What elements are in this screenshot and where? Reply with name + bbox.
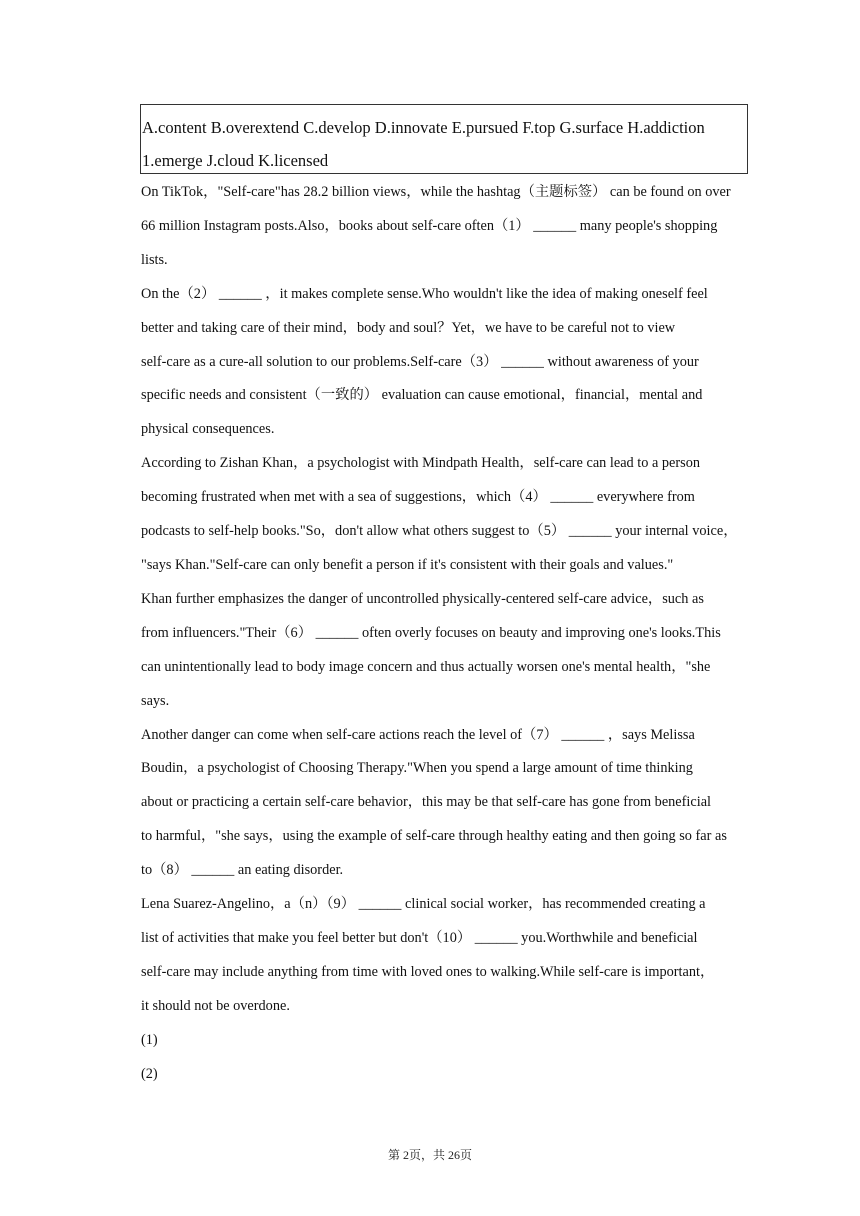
answer-item-2: (2) (141, 1065, 158, 1082)
text-line: According to Zishan Khan，a psychologist with Mindpath Health，self-care can lead to a person (141, 455, 701, 472)
text-line: from influencers."Their（6） ______ often overly focuses on beauty and improving one's looks.This (141, 624, 721, 641)
paragraph-2 (141, 278, 751, 448)
text-line: Boudin，a psychologist of Choosing Therapy."When you spend a large amount of time thinking (141, 760, 693, 777)
paragraph-3 (141, 447, 751, 583)
text-line: self-care may include anything from time with loved ones to walking.While self-care is important， (141, 963, 715, 980)
paragraph-1 (141, 176, 751, 278)
word-bank-box (140, 104, 748, 174)
paragraph-5 (141, 719, 751, 889)
text-line: On TikTok，"Self-care"has 28.2 billion views，while the hashtag（主题标签） can be found on over (141, 184, 731, 200)
text-line: 66 million Instagram posts.Also，books about self-care often（1） ______ many people's shopping (141, 217, 718, 234)
text-line: list of activities that make you feel better but don't（10） ______ you.Worthwhile and beneficial (141, 929, 698, 946)
word-bank-line-1: A.content B.overextend C.develop D.innovate E.pursued F.top G.surface H.addiction (142, 118, 705, 137)
passage (141, 176, 751, 1091)
text-line: self-care as a cure-all solution to our problems.Self-care（3） ______ without awareness of your (141, 353, 699, 370)
text-line: specific needs and consistent（一致的） evaluation can cause emotional，financial，mental and (141, 387, 703, 404)
paragraph-6 (141, 888, 751, 1024)
word-bank-line-2: 1.emerge J.cloud K.licensed (142, 151, 329, 170)
text-line: Another danger can come when self-care actions reach the level of（7） ______ ，says Melissa (141, 726, 695, 743)
text-line: better and taking care of their mind，body and soul？Yet，we have to be careful not to view (141, 319, 676, 336)
text-line: lists. (141, 251, 168, 268)
paragraph-4 (141, 583, 751, 719)
text-line: it should not be overdone. (141, 997, 290, 1014)
text-line: podcasts to self-help books."So，don't allow what others suggest to（5） ______ your internal voice， (141, 523, 738, 540)
answer-item-1: (1) (141, 1031, 158, 1048)
answer-lines (141, 1024, 751, 1092)
text-line: to（8） ______ an eating disorder. (141, 862, 344, 879)
text-line: physical consequences. (141, 421, 275, 438)
text-line: On the（2） ______ ，it makes complete sense.Who wouldn't like the idea of making oneself feel (141, 285, 708, 302)
page-footer: 第 2页，共 26页 (387, 1148, 472, 1162)
text-line: Khan further emphasizes the danger of uncontrolled physically-centered self-care advice，such as (141, 590, 704, 607)
text-line: "says Khan."Self-care can only benefit a person if it's consistent with their goals and values." (141, 556, 674, 573)
text-line: Lena Suarez-Angelino，a（n）（9） ______ clinical social worker，has recommended creating a (141, 896, 706, 913)
text-line: to harmful，"she says，using the example of self-care through healthy eating and then going so far as (141, 828, 727, 845)
text-line: becoming frustrated when met with a sea of suggestions，which（4） ______ everywhere from (141, 489, 695, 506)
text-line: about or practicing a certain self-care behavior，this may be that self-care has gone from beneficial (141, 794, 712, 811)
text-line: says. (141, 692, 170, 709)
text-line: can unintentionally lead to body image concern and thus actually worsen one's mental health，"she (141, 658, 711, 675)
